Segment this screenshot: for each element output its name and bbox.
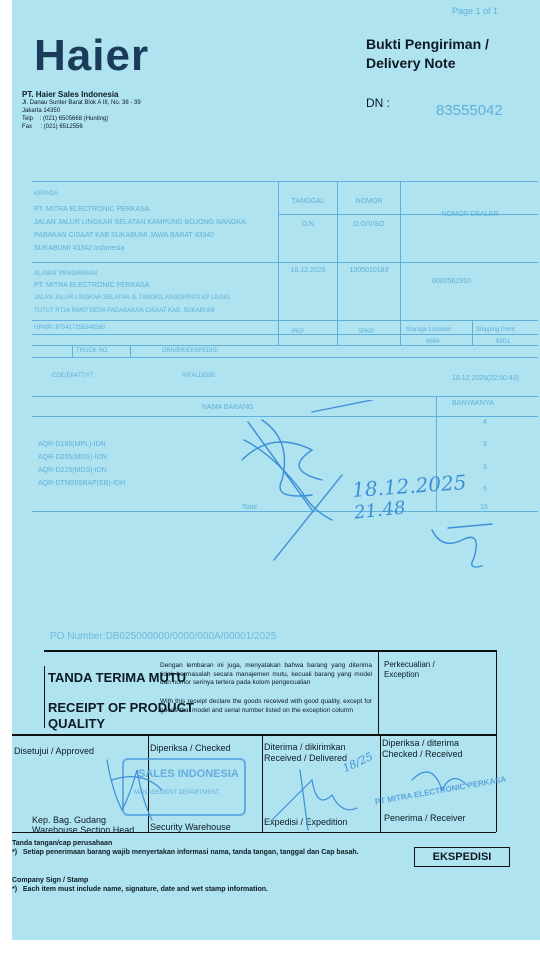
total-label: Total [242,504,257,511]
kepada-name: PT. MITRA ELECTRONIC PERKASA [34,206,150,213]
receipt-title-en-2: QUALITY [48,716,106,731]
col-line-3 [400,181,401,345]
haier-stamp-sub: MANAGEMENT DEPARTMENT [134,790,220,796]
receipt-text-id: Dengan lembaran ini juga, menyatakan bahwa barang yang diterima tidak bermasalah secara manajemen mutu, kecuali barang yang model dan nomor serinya tertera pada kolom pengecualian [160,662,372,686]
sig-received-top: Diterima / dikirimkan [264,742,346,752]
hpwp-bottom-line [32,334,538,335]
nomor-sub: D.O/V/SO [353,221,385,228]
receipt-left-line [44,666,45,728]
kepada-addr-2: PABAKAN CISAAT KAB SUKABUMI JAWA BARAT 43342 [34,232,215,239]
po-number: PO Number:DB025000000/0000/000A/00001/2025 [50,631,277,642]
sig-expedition-bottom: Expedisi / Expedition [264,817,348,827]
total-value: 15 [480,504,488,511]
company-address-1: Jl. Danau Sunter Barat Blok A III, No. 38 - 39 [22,100,141,106]
truck-label: TRUCK NO. [76,348,109,354]
ekspedisi-box: EKSPEDISI [414,847,510,867]
item-name-1: AQR-D185(MPL)-IDN [38,441,106,448]
item-name-3: AQR-D225(MDS)-IDN [38,467,107,474]
sig-checked-top: Diperiksa / Checked [150,743,231,753]
pkp-label: PKP [292,329,305,335]
nomor-value: 1005010183 [349,267,389,274]
kepada-addr-3: SUKABUMI 43342 Indonesia [34,245,125,252]
table-top-line [32,181,538,182]
col-line-4 [472,320,473,345]
company-name: PT. Haier Sales Indonesia [22,90,119,99]
col-line-2 [337,181,338,345]
receipt-right-line [496,650,497,734]
receipt-text-en: With this receipt declare the goods received with good quality, except for goods that model and serial number listed on the exception column [160,698,372,714]
company-telp: Telp : (021) 6505668 (Hunting) [22,116,109,122]
item-qty-4: 5 [483,486,487,493]
tanggal-value: 18.12.2025 [290,267,326,274]
sig-top-line [12,734,496,736]
item-name-2: AQR-D205(MDS)-IDN [38,454,107,461]
shipping-label: Shipping Point [476,327,515,333]
company-address-2: Jakarta 14350 [22,108,61,114]
item-qty-1: 4 [483,419,487,426]
col-line-1 [278,181,279,345]
kepada-bottom-line [32,262,538,263]
sig-receiver-bottom: Penerima / Receiver [384,813,466,823]
delivery-note-page [12,0,540,940]
item-qty-3: 3 [483,464,487,471]
alamat-addr-1: JALAN JALUR LINGKAR SELATAN JL TANGKIL ANGGRINTA KP LIUNG [34,295,230,301]
exception-label: Perkecualian / Exception [384,660,435,679]
item-qty-2: 3 [483,441,487,448]
handwriting-scribble [12,400,540,600]
sig-receiver-top-2: Checked / Received [382,749,463,759]
mitra-company-stamp: PT MITRA ELECTRONIC PERKASA [374,774,507,807]
items-qty-header: BANYAKNYA [452,400,494,407]
company-fax: Fax : (021) 6512556 [22,124,83,130]
doc-title-1: Bukti Pengiriman / [366,36,489,52]
printed-datetime: 18.12.2025(22:50:43) [452,375,519,382]
haier-stamp-text: SALES INDONESIA [138,768,239,780]
alamat-addr-2: TUTUT RT24 RW07 DESA PADABAKAN CISAAT KAB. SUKABUMI [34,308,215,314]
handwritten-date: 18.12.2025 [351,470,468,502]
note-line-3: Company Sign / Stamp [12,877,89,884]
sig-approved-bottom-2: Warehouse Section Head [32,825,135,835]
note-line-4: *) Each item must include name, signature, date and wet stamp information. [12,886,268,893]
driver-value: RIFALDEBB [182,373,216,379]
item-name-4: AQR-DTM285RAP(EB)-IDH [38,480,126,487]
truck-header-line [32,345,538,346]
nomor-dealer-label: NOMOR DEALER [441,211,499,218]
sig-received-top-2: Received / Delivered [264,753,348,763]
doc-title-2: Delivery Note [366,55,456,71]
handwritten-time: 21.48 [353,497,407,524]
truck-bottom-line [32,357,538,358]
items-top-line [32,396,538,397]
tanggal-label: TANGGAL [291,198,325,205]
note-line-1: Tanda tangan/cap perusahaan [12,840,113,847]
items-nama-header: NAMA BARANG [202,404,254,411]
storage-label: Storage Location [406,327,452,333]
tanggal-sub: D.N [301,221,315,228]
alamat-label: ALAMAT PENGIRIMAN [34,271,98,277]
hpwp-number: HPWP: 875417258348560 [34,325,106,331]
dn-label: DN : [366,96,390,110]
receipt-top-line [44,650,496,652]
haier-logo: Haier [34,31,150,80]
truck-value: CDE(E6477)YT [52,373,94,379]
alamat-name: PT. MITRA ELECTRONIC PERKASA [34,282,150,289]
truck-col-line-b [130,345,131,357]
sig-checked-bottom: Security Warehouse [150,822,231,832]
shipping-value: 65D1 [496,339,511,345]
nomor-label: NOMOR [355,198,383,205]
handwritten-sig-date: 18/25 [340,749,375,776]
sig-approved-top: Disetujui / Approved [14,746,95,756]
note-line-2: *) Setiap penerimaan barang wajib menyertakan informasi nama, tanda tangan, tanggal dan Cap basah. [12,849,359,856]
spkp-label: SPKP [358,329,375,335]
dealer-value: 6000562910 [432,278,471,285]
storage-value: 6684 [426,339,440,345]
exception-divider [378,650,379,734]
alamat-bottom-line [32,320,538,321]
kepada-label: KEPADA [34,191,58,197]
truck-col-line-a [72,345,73,357]
sig-receiver-top: Diperiksa / diterima [382,738,460,748]
signature-scribbles [12,740,540,840]
page-label: Page 1 of 1 [452,6,499,16]
kepada-addr-1: JALAN JALUR LINGKAR SELATAN KAMPUNG BOJONG NANGKA [34,219,246,226]
receipt-title-id: TANDA TERIMA MUTU [48,670,187,685]
driver-label: DRIVER/EKSPEDISI [162,348,219,354]
sig-approved-bottom-1: Kep. Bag. Gudang [32,815,107,825]
receipt-title-en-1: RECEIPT OF PRODUCT [48,700,194,715]
dn-number: 83555042 [436,102,503,119]
